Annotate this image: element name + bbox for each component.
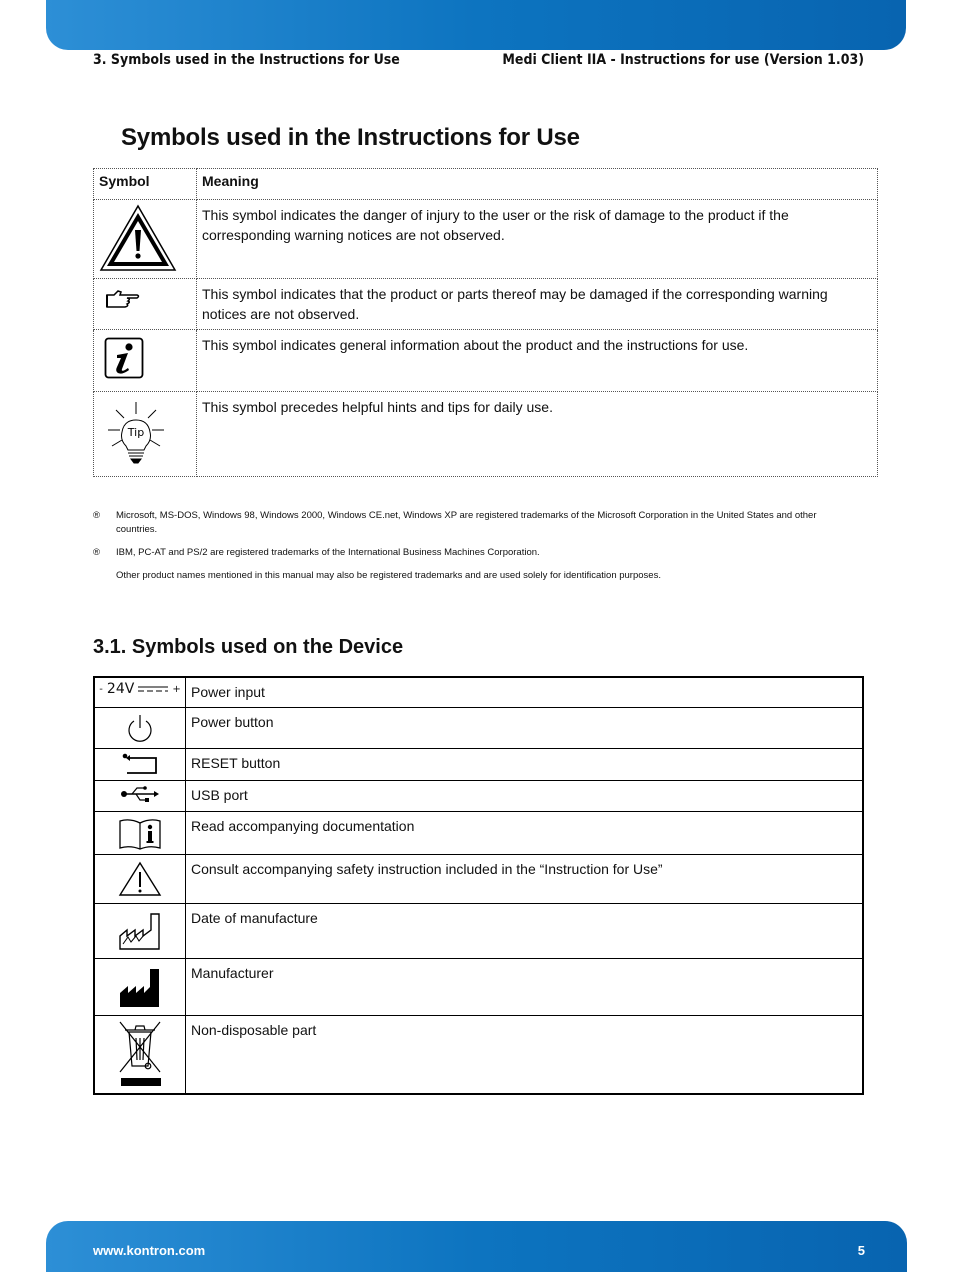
table-row	[94, 392, 878, 477]
symbol-cell	[94, 780, 186, 811]
caution-triangle-icon	[118, 861, 162, 897]
symbol-cell	[94, 279, 197, 330]
symbol-cell	[94, 958, 186, 1015]
dc-power-icon	[97, 681, 183, 697]
power-button-icon	[125, 713, 155, 745]
voltage-label: 24V	[106, 681, 135, 697]
registered-mark: ®	[93, 547, 100, 558]
table-row	[94, 748, 863, 780]
symbol-cell	[94, 330, 197, 392]
trademark-text: Other product names mentioned in this manual may also be registered trademarks and are used solely for identification purposes.	[116, 570, 661, 581]
plus-sign: +	[172, 683, 181, 695]
device-symbols-table	[93, 676, 864, 1095]
table-row	[94, 677, 863, 707]
symbol-cell	[94, 200, 197, 279]
label-cell: Read accompanying documentation	[186, 811, 864, 854]
tip-label: Tip	[127, 426, 145, 439]
tip-bulb-icon	[104, 400, 168, 466]
meaning-cell: This symbol precedes helpful hints and tips for daily use.	[197, 392, 878, 477]
label-cell: Manufacturer	[186, 958, 864, 1015]
table-row	[94, 279, 878, 330]
table-row	[94, 780, 863, 811]
label-cell: RESET button	[186, 748, 864, 780]
trademark-note	[93, 569, 853, 583]
table-row	[94, 707, 863, 748]
table-row	[94, 330, 878, 392]
meaning-cell: This symbol indicates that the product or parts thereof may be damaged if the corresponding warning notices are not observed.	[197, 279, 878, 330]
reset-icon	[120, 752, 160, 776]
symbol-cell	[94, 854, 186, 903]
manufacturer-icon	[117, 965, 163, 1009]
symbol-cell	[94, 1015, 186, 1094]
usb-icon	[120, 784, 160, 804]
label-cell: Consult accompanying safety instruction included in the “Instruction for Use”	[186, 854, 864, 903]
meaning-cell: This symbol indicates the danger of injury to the user or the risk of damage to the product if the corresponding warning notices are not observed.	[197, 200, 878, 279]
meaning-cell: This symbol indicates general information about the product and the instructions for use.	[197, 330, 878, 392]
table-row	[94, 200, 878, 279]
pointing-hand-icon	[105, 287, 145, 313]
symbol-cell	[94, 903, 186, 958]
top-banner	[46, 0, 906, 50]
page-title: Symbols used in the Instructions for Use	[121, 124, 580, 151]
trademark-text: Microsoft, MS-DOS, Windows 98, Windows 2000, Windows CE.net, Windows XP are registered trademarks of the Microsoft Corporation in the United States and other countries.	[116, 510, 817, 535]
col-meaning-header: Meaning	[197, 169, 878, 200]
label-cell: Power button	[186, 707, 864, 748]
table-header-row	[94, 169, 878, 200]
symbol-cell	[94, 748, 186, 780]
minus-sign: -	[99, 683, 103, 695]
label-cell: Non-disposable part	[186, 1015, 864, 1094]
trademark-note	[93, 546, 853, 560]
col-symbol-header: Symbol	[94, 169, 197, 200]
running-head-doc-title: Medi Client IIA - Instructions for use (Version 1.03)	[502, 52, 864, 68]
symbols-table	[93, 168, 878, 477]
table-row	[94, 1015, 863, 1094]
symbol-cell	[94, 811, 186, 854]
weee-bin-icon	[115, 1020, 165, 1090]
label-cell: USB port	[186, 780, 864, 811]
running-head-section: 3. Symbols used in the Instructions for Use	[93, 52, 400, 68]
label-cell: Date of manufacture	[186, 903, 864, 958]
date-of-manufacture-icon	[117, 910, 163, 952]
table-row	[94, 958, 863, 1015]
info-icon	[104, 337, 144, 379]
symbol-cell	[94, 707, 186, 748]
trademark-text: IBM, PC-AT and PS/2 are registered trademarks of the International Business Machines Corporation.	[116, 547, 540, 558]
table-row	[94, 811, 863, 854]
table-row	[94, 854, 863, 903]
footer-url[interactable]: www.kontron.com	[93, 1243, 206, 1258]
label-cell: Power input	[186, 677, 864, 707]
page-number: 5	[857, 1243, 865, 1258]
trademark-note	[93, 509, 853, 537]
section-title: 3.1. Symbols used on the Device	[93, 636, 404, 658]
symbol-cell	[94, 677, 186, 707]
read-docs-icon	[118, 817, 162, 851]
warning-triangle-icon	[99, 204, 177, 272]
symbol-cell	[94, 392, 197, 477]
registered-mark: ®	[93, 510, 100, 521]
trademark-notes	[93, 509, 853, 592]
table-row	[94, 903, 863, 958]
